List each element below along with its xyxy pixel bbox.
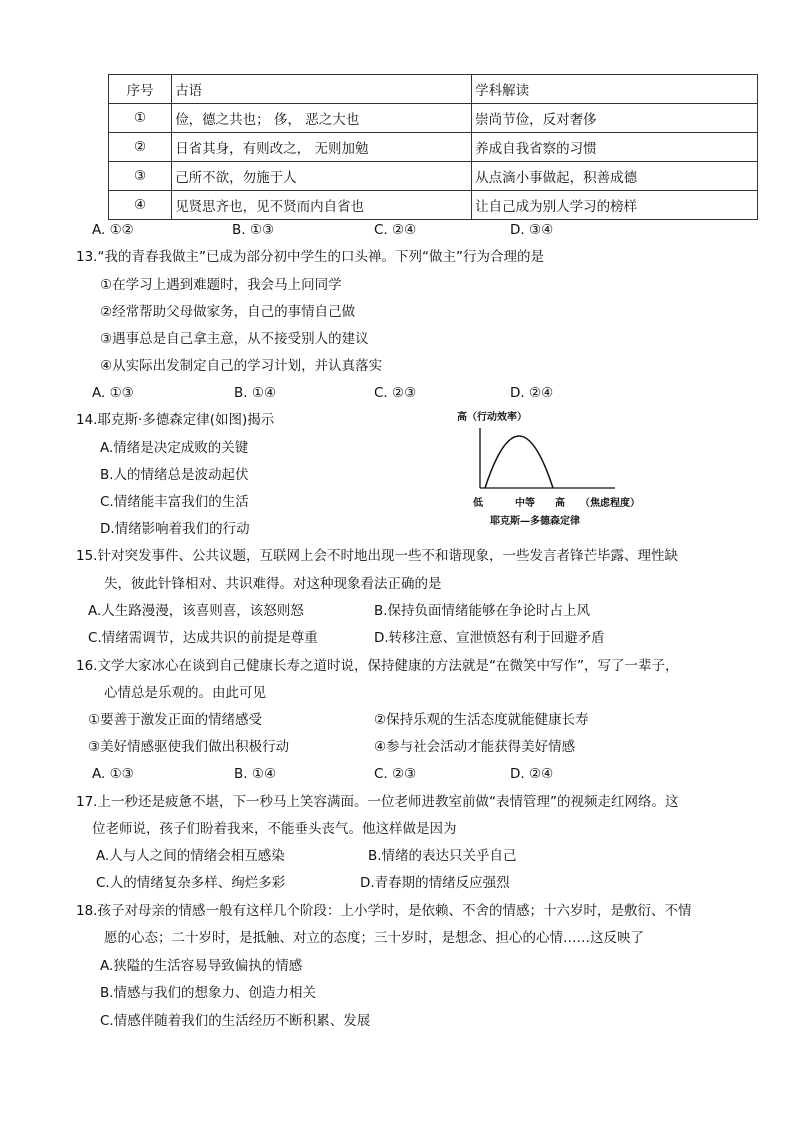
table-cell: 从点滴小事做起，积善成德 [472,162,758,191]
q14-option-d[interactable]: D.情绪影响着我们的行动 [100,521,250,537]
option-d[interactable]: D. ②④ [510,766,554,782]
chart-tick-high: 高 [555,498,565,509]
table-header-cell: 序号 [109,75,172,104]
q15-option-d[interactable]: D.转移注意、宣泄愤怒有利于回避矛盾 [374,630,605,646]
q13-item-3: ③遇事总是自己拿主意，从不接受别人的建议 [100,331,369,347]
option-c[interactable]: C. ②③ [374,385,417,401]
table-cell: 见贤思齐也，见不贤而内自省也 [172,191,472,220]
q17-stem-line1: 17.上一秒还是疲惫不堪，下一秒马上笑容满面。一位老师进教室前做“表情管理”的视频走红网络。这 [76,794,679,810]
q15-stem-line1: 15.针对突发事件、公共议题，互联网上会不时地出现一些不和谐现象，一些发言者锋芒毕露、理性缺 [76,548,678,564]
q14-option-c[interactable]: C.情绪能丰富我们的生活 [100,494,249,510]
table-header-cell: 学科解读 [472,75,758,104]
q14-stem: 14.耶克斯·多德森定律(如图)揭示 [76,412,275,428]
q16-item-1: ①要善于激发正面的情绪感受 [88,712,263,728]
q14-option-a[interactable]: A.情绪是决定成败的关键 [100,440,249,456]
q15-stem-line2: 失，彼此针锋相对、共识难得。对这种现象看法正确的是 [104,576,442,592]
table-cell: 己所不欲，勿施于人 [172,162,472,191]
chart-tick-low: 低 [473,498,483,509]
q13-item-4: ④从实际出发制定自己的学习计划，并认真落实 [100,358,383,374]
q17-option-d[interactable]: D.青春期的情绪反应强烈 [360,875,510,891]
option-c[interactable]: C. ②③ [374,766,417,782]
q13-stem: 13.“我的青春我做主”已成为部分初中学生的口头禅。下列“做主”行为合理的是 [76,249,544,265]
option-b[interactable]: B. ①③ [232,222,275,238]
q15-option-c[interactable]: C.情绪需调节，达成共识的前提是尊重 [88,630,318,646]
chart-title: 耶克斯—多德森定律 [490,516,580,527]
table-header-cell: 古语 [172,75,472,104]
q17-option-a[interactable]: A.人与人之间的情绪会相互感染 [96,848,285,864]
q15-option-a[interactable]: A.人生路漫漫，该喜则喜，该怒则怒 [88,603,304,619]
q16-stem-line2: 心情总是乐观的。由此可见 [104,685,266,701]
table-cell: ④ [109,191,172,220]
table-cell: 让自己成为别人学习的榜样 [472,191,758,220]
option-c[interactable]: C. ②④ [374,222,417,238]
q18-stem-line1: 18.孩子对母亲的情感一般有这样几个阶段：上小学时，是依赖、不舍的情感；十六岁时，是敷衍、不情 [76,903,692,919]
q17-option-b[interactable]: B.情绪的表达只关乎自己 [368,848,517,864]
q16-item-4: ④参与社会活动才能获得美好情感 [374,739,576,755]
q18-option-b[interactable]: B.情感与我们的想象力、创造力相关 [100,985,317,1001]
table-cell: 俭，德之共也； 侈， 恶之大也 [172,104,472,133]
q13-item-1: ①在学习上遇到难题时，我会马上问同学 [100,277,342,293]
table-cell: 日省其身，有则改之， 无则加勉 [172,133,472,162]
q16-stem-line1: 16.文学大家冰心在谈到自己健康长寿之道时说，保持健康的方法就是“在微笑中写作”，写了一辈子， [76,658,679,674]
q16-item-2: ②保持乐观的生活态度就能健康长寿 [374,712,589,728]
option-d[interactable]: D. ③④ [510,222,554,238]
q18-stem-line2: 愿的心态；二十岁时，是抵触、对立的态度；三十岁时，是想念、担心的心情……这反映了 [104,930,644,946]
q15-option-b[interactable]: B.保持负面情绪能够在争论时占上风 [374,603,591,619]
table-row [109,133,758,162]
option-b[interactable]: B. ①④ [234,385,277,401]
table-header-row [109,75,758,104]
table-cell: 崇尚节俭，反对奢侈 [472,104,758,133]
table-cell: ② [109,133,172,162]
q16-item-3: ③美好情感驱使我们做出积极行动 [88,739,290,755]
table-row [109,104,758,133]
table-cell: 养成自我省察的习惯 [472,133,758,162]
yerkes-dodson-chart [455,408,655,532]
chart-ylabel: 高（行动效率） [457,412,527,423]
q13-item-2: ②经常帮助父母做家务，自己的事情自己做 [100,304,356,320]
table-cell: ③ [109,162,172,191]
q17-stem-line2: 位老师说，孩子们盼着我来，不能垂头丧气。他这样做是因为 [92,821,457,837]
chart-xlabel: （焦虑程度） [580,498,640,509]
q14-option-b[interactable]: B.人的情绪总是波动起伏 [100,467,249,483]
q12-table [108,74,758,220]
option-b[interactable]: B. ①④ [234,766,277,782]
option-a[interactable]: A. ①② [92,222,134,238]
table-row [109,162,758,191]
option-d[interactable]: D. ②④ [510,385,554,401]
option-a[interactable]: A. ①③ [92,385,134,401]
q17-option-c[interactable]: C.人的情绪复杂多样、绚烂多彩 [96,875,286,891]
table-cell: ① [109,104,172,133]
table-row [109,191,758,220]
chart-tick-mid: 中等 [515,498,535,509]
chart-curve [485,436,553,488]
q18-option-c[interactable]: C.情感伴随着我们的生活经历不断积累、发展 [100,1013,371,1029]
option-a[interactable]: A. ①③ [92,766,134,782]
q18-option-a[interactable]: A.狭隘的生活容易导致偏执的情感 [100,958,303,974]
